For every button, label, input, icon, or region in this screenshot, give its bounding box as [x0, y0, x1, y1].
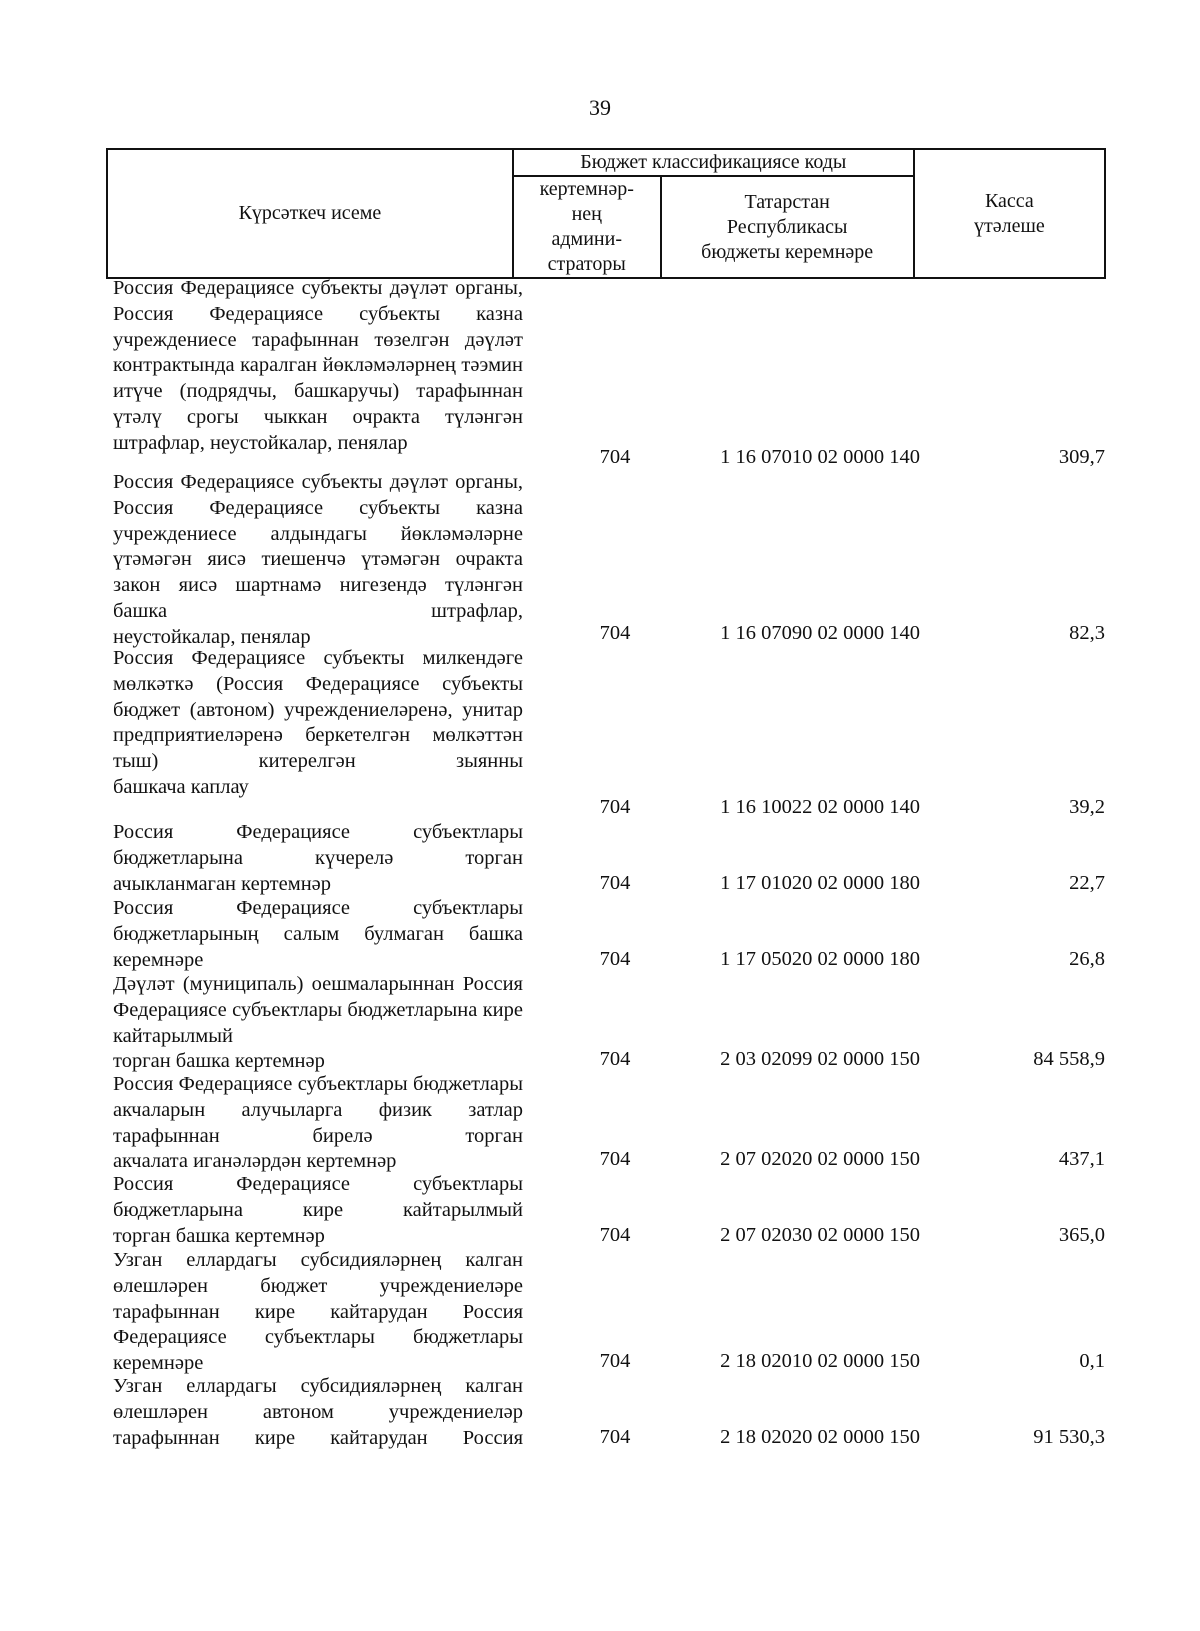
row-name-text: Дәүләт (муниципаль) оешмаларыннан Россия Федерациясе субъектлары бюджетларына кире кайтарылмый	[113, 973, 523, 1047]
row-budget-code: 2 07 02030 02 0000 150	[720, 1224, 920, 1246]
row-admin-code: 704	[599, 1224, 631, 1246]
row-indicator-name	[113, 896, 523, 973]
row-amount: 26,8	[1069, 948, 1105, 970]
row-indicator-name	[113, 470, 523, 651]
row-name-text: Россия Федерациясе субъектлары бюджетларының салым булмаган башка	[113, 897, 523, 945]
row-admin-code: 704	[599, 872, 631, 894]
row-indicator-name	[113, 1172, 523, 1249]
row-name-last-line: штрафлар, неустойкалар, пенялар	[113, 431, 408, 454]
row-name-text: Узган еллардагы субсидияләрнең калган өлешләрен автоном учреждениеләр тарафыннан кире кайтарудан Россия	[113, 1375, 523, 1449]
row-name-text: Россия Федерациясе субъектлары бюджетларына кире кайтарылмый	[113, 1173, 523, 1221]
row-name-text: Россия Федерациясе субъекты милкендәге мөлкәткә (Россия Федерациясе субъекты бюджет (автоном) учреждениеләренә, унитар предприятиеләренә беркетелгән мөлкәттән тыш) китерелгән зыянны	[113, 647, 523, 773]
header-col-admin: кертемнәр- нең админи- страторы	[513, 176, 661, 278]
page-number: 39	[589, 95, 611, 120]
row-budget-code: 2 07 02020 02 0000 150	[720, 1148, 920, 1170]
row-name-last-line: ачыкланмаган кертемнәр	[113, 872, 332, 895]
row-name-text: Россия Федерациясе субъектлары бюджетлары акчаларын алучыларга физик затлар тарафыннан бирелә торган	[113, 1073, 523, 1147]
row-name-last-line: башкача каплау	[113, 775, 249, 798]
row-amount: 84 558,9	[1033, 1048, 1105, 1070]
row-budget-code: 2 03 02099 02 0000 150	[720, 1048, 920, 1070]
row-amount: 0,1	[1079, 1350, 1105, 1372]
table-row	[0, 1172, 1200, 1248]
row-admin-code: 704	[599, 1426, 631, 1448]
row-amount: 365,0	[1058, 1224, 1105, 1246]
row-budget-code: 1 16 07090 02 0000 140	[720, 622, 920, 644]
row-amount: 82,3	[1069, 622, 1105, 644]
table-row	[0, 896, 1200, 972]
row-amount: 309,7	[1058, 446, 1105, 468]
row-admin-code: 704	[599, 796, 631, 818]
row-name-text: Россия Федерациясе субъектлары бюджетларына күчерелә торган	[113, 821, 523, 869]
row-amount: 437,1	[1058, 1148, 1105, 1170]
table-header	[106, 148, 1106, 279]
table-row	[0, 972, 1200, 1072]
header-col-amount: Касса үтәлеше	[914, 149, 1105, 278]
table-row	[0, 276, 1200, 470]
header-col-name: Күрсәткеч исеме	[107, 149, 513, 278]
row-indicator-name	[113, 1248, 523, 1377]
table-row	[0, 1072, 1200, 1172]
row-indicator-name	[113, 1374, 523, 1451]
row-admin-code: 704	[599, 948, 631, 970]
row-admin-code: 704	[599, 1048, 631, 1070]
row-name-last-line: керемнәре	[113, 948, 204, 971]
row-budget-code: 1 16 07010 02 0000 140	[720, 446, 920, 468]
row-budget-code: 2 18 02020 02 0000 150	[720, 1426, 920, 1448]
row-name-last-line: акчалата иганәләрдән кертемнәр	[113, 1150, 397, 1173]
row-indicator-name	[113, 276, 523, 457]
table-row	[0, 646, 1200, 820]
row-indicator-name	[113, 972, 523, 1075]
row-name-last-line: керемнәре	[113, 1352, 204, 1375]
row-name-text: Россия Федерациясе субъекты дәүләт органы, Россия Федерациясе субъекты казна учреждениесе тарафыннан төзелгән дәүләт контрактында каралган йөкләмәләрнең тәэмин итүче (подрядчы, башкаручы) тарафыннан үтәлү срогы чыккан очракта түләнгән	[113, 277, 523, 428]
row-name-last-line: торган башка кертемнәр	[113, 1050, 325, 1073]
row-name-last-line: торган башка кертемнәр	[113, 1224, 325, 1247]
row-indicator-name	[113, 646, 523, 801]
row-admin-code: 704	[599, 1350, 631, 1372]
header-group-title: Бюджет классификациясе коды	[513, 149, 914, 176]
row-admin-code: 704	[599, 446, 631, 468]
row-admin-code: 704	[599, 1148, 631, 1170]
row-indicator-name	[113, 1072, 523, 1175]
header-col-code: Татарстан Республикасы бюджеты керемнәре	[661, 176, 914, 278]
row-budget-code: 2 18 02010 02 0000 150	[720, 1350, 920, 1372]
row-budget-code: 1 17 05020 02 0000 180	[720, 948, 920, 970]
row-name-text: Россия Федерациясе субъекты дәүләт органы, Россия Федерациясе субъекты казна учреждениесе алдындагы йөкләмәләрне үтәмәгән яисә тиешенчә үтәмәгән очракта закон яисә шартнамә нигезендә түләнгән башка штрафлар,	[113, 471, 523, 622]
table-row	[0, 1248, 1200, 1374]
table-row	[0, 470, 1200, 646]
row-amount: 39,2	[1069, 796, 1105, 818]
table-row	[0, 1374, 1200, 1450]
table-row	[0, 820, 1200, 896]
row-budget-code: 1 17 01020 02 0000 180	[720, 872, 920, 894]
row-name-text: Узган еллардагы субсидияләрнең калган өлешләрен бюджет учреждениеләре тарафыннан кире кайтарудан Россия Федерациясе субъектлары бюджетлары	[113, 1249, 523, 1349]
row-amount: 91 530,3	[1033, 1426, 1105, 1448]
row-amount: 22,7	[1069, 872, 1105, 894]
row-budget-code: 1 16 10022 02 0000 140	[720, 796, 920, 818]
row-name-last-line: неустойкалар, пенялар	[113, 625, 311, 648]
row-indicator-name	[113, 820, 523, 897]
row-admin-code: 704	[599, 622, 631, 644]
